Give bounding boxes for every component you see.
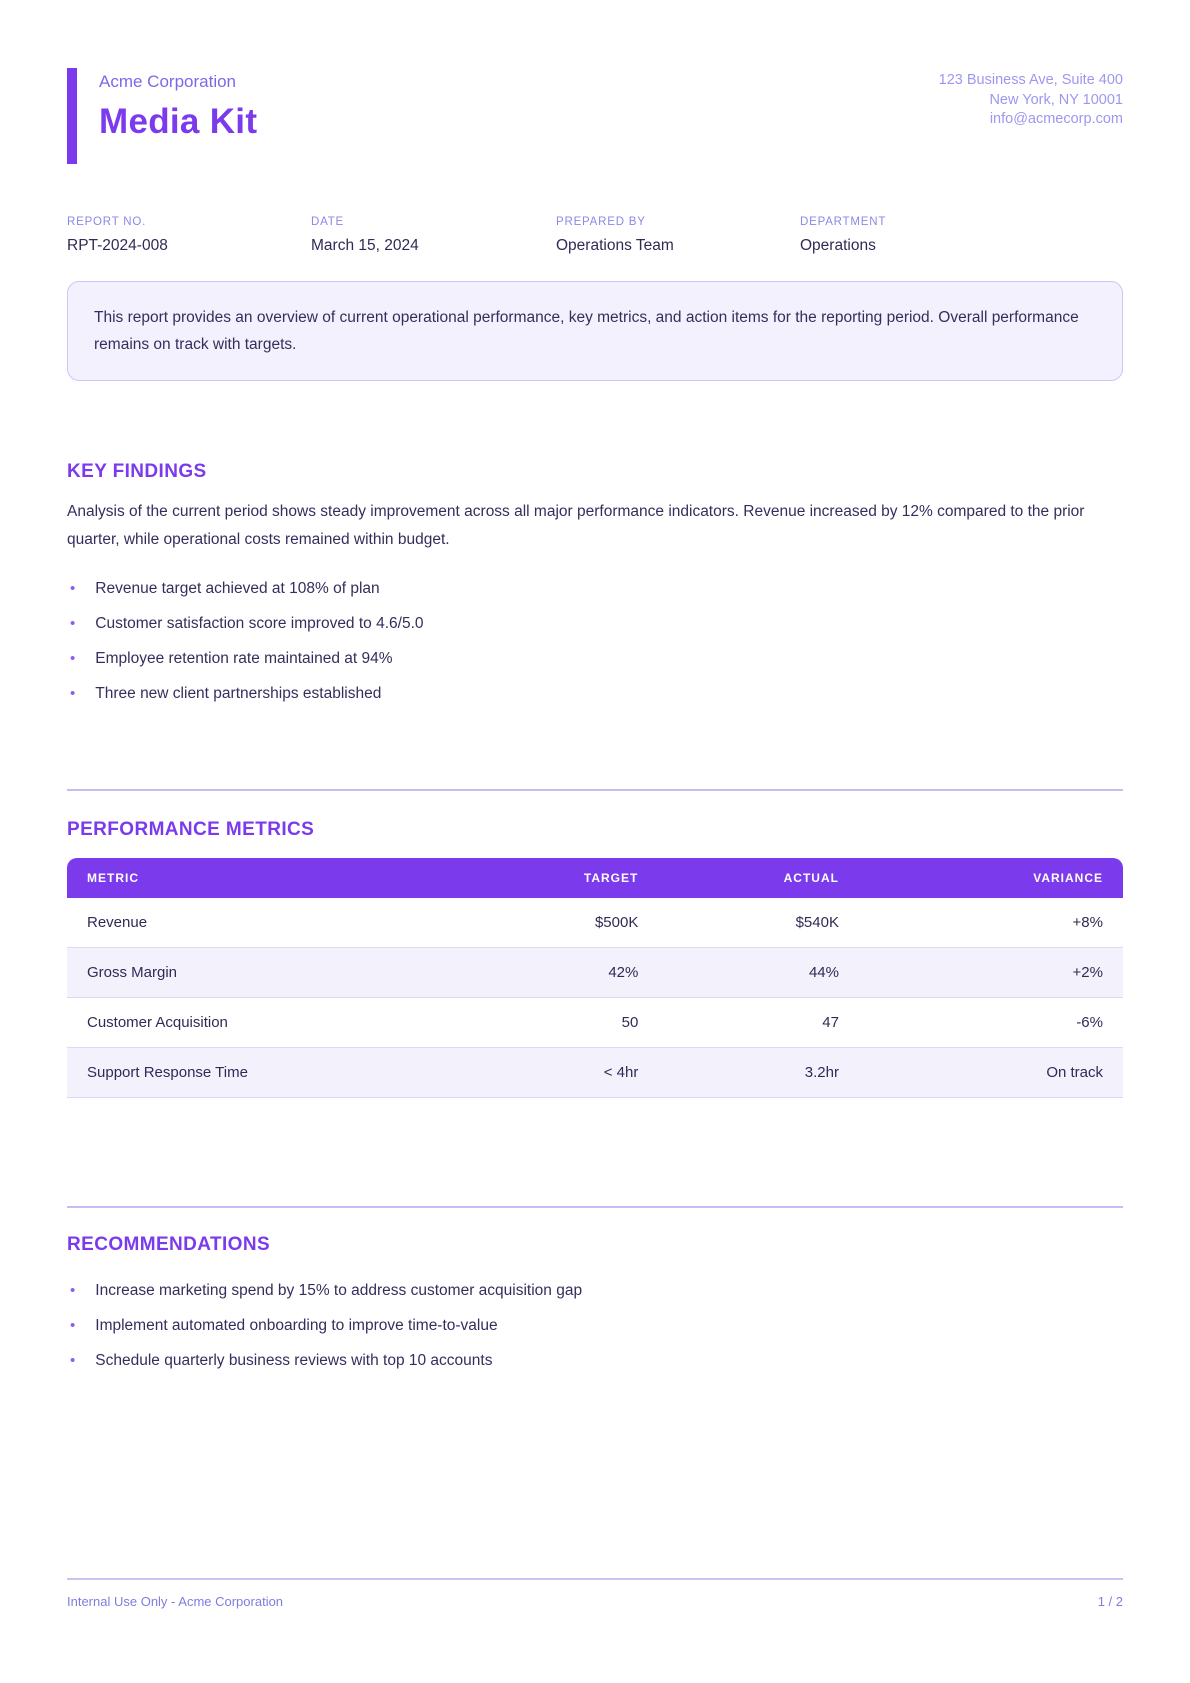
list-item	[67, 1350, 1123, 1372]
cell-variance: +2%	[859, 948, 1123, 998]
summary-callout: This report provides an overview of current operational performance, key metrics, and action items for the reporting period. Overall performance remains on track with targets.	[67, 281, 1123, 381]
cell-target: < 4hr	[468, 1048, 658, 1098]
meta-value: Operations	[800, 237, 876, 254]
page-title: Media Kit	[99, 102, 258, 141]
bullet-dot-icon: •	[70, 650, 76, 667]
report-meta-row	[67, 216, 1123, 255]
section-divider	[67, 1206, 1123, 1208]
key-findings-list	[67, 578, 1123, 705]
recommendations-list	[67, 1280, 1123, 1372]
list-item-text: Three new client partnerships established	[95, 685, 382, 702]
page-footer	[67, 1578, 1123, 1609]
brand-text	[99, 68, 257, 164]
cell-variance: On track	[859, 1048, 1123, 1098]
meta-value: Operations Team	[556, 237, 674, 254]
metrics-table	[67, 858, 1123, 1098]
section-divider	[67, 789, 1123, 791]
table-row	[67, 1048, 1123, 1098]
cell-actual: 3.2hr	[658, 1048, 859, 1098]
bullet-dot-icon: •	[70, 615, 76, 632]
bullet-dot-icon: •	[70, 685, 76, 702]
cell-actual: 47	[658, 998, 859, 1048]
meta-field-report-no	[67, 216, 311, 255]
bullet-dot-icon: •	[70, 1282, 76, 1299]
list-item-text: Implement automated onboarding to improve time-to-value	[95, 1317, 498, 1334]
table-header-row	[67, 858, 1123, 898]
report-header	[67, 68, 1123, 164]
cell-actual: 44%	[658, 948, 859, 998]
address-email: info@acmecorp.com	[989, 111, 1123, 128]
cell-target: 50	[468, 998, 658, 1048]
list-item-text: Revenue target achieved at 108% of plan	[95, 580, 380, 597]
list-item-text: Increase marketing spend by 15% to address customer acquisition gap	[95, 1282, 583, 1299]
cell-target: 42%	[468, 948, 658, 998]
list-item	[67, 1315, 1123, 1337]
table-row	[67, 948, 1123, 998]
cell-metric: Revenue	[67, 898, 468, 948]
metrics-table-body	[67, 898, 1123, 1098]
column-header-metric: METRIC	[67, 858, 468, 898]
footer-confidentiality: Internal Use Only - Acme Corporation	[67, 1594, 284, 1609]
cell-actual: $540K	[658, 898, 859, 948]
cell-variance: -6%	[859, 998, 1123, 1048]
meta-label: PREPARED BY	[556, 216, 646, 228]
table-row	[67, 898, 1123, 948]
section-heading-key-findings: KEY FINDINGS	[67, 461, 207, 482]
bullet-dot-icon: •	[70, 1352, 76, 1369]
key-findings-intro: Analysis of the current period shows steady improvement across all major performance indicators. Revenue increased by 12% compared to the prior quarter, while operational costs remained within budget.	[67, 503, 1085, 548]
list-item-text: Customer satisfaction score improved to 4.6/5.0	[95, 615, 424, 632]
column-header-actual: ACTUAL	[658, 858, 859, 898]
list-item	[67, 1280, 1123, 1302]
cell-variance: +8%	[859, 898, 1123, 948]
section-heading-recommendations: RECOMMENDATIONS	[67, 1234, 271, 1255]
meta-field-prepared-by	[556, 216, 800, 255]
cell-metric: Gross Margin	[67, 948, 468, 998]
metrics-table-header	[67, 858, 1123, 898]
list-item	[67, 648, 1123, 670]
column-header-variance: VARIANCE	[859, 858, 1123, 898]
section-heading-performance-metrics: PERFORMANCE METRICS	[67, 819, 315, 840]
list-item	[67, 578, 1123, 600]
meta-label: DATE	[311, 216, 345, 228]
table-row	[67, 998, 1123, 1048]
brand-block	[67, 68, 257, 164]
accent-bar	[67, 68, 77, 164]
bullet-dot-icon: •	[70, 1317, 76, 1334]
company-name: Acme Corporation	[99, 72, 237, 91]
address-line: 123 Business Ave, Suite 400	[938, 72, 1123, 88]
list-item	[67, 613, 1123, 635]
meta-value: March 15, 2024	[311, 237, 419, 254]
meta-label: REPORT NO.	[67, 216, 147, 228]
bullet-dot-icon: •	[70, 580, 76, 597]
cell-target: $500K	[468, 898, 658, 948]
list-item	[67, 683, 1123, 705]
meta-field-department	[800, 216, 1123, 255]
list-item-text: Employee retention rate maintained at 94%	[95, 650, 393, 667]
list-item-text: Schedule quarterly business reviews with top 10 accounts	[95, 1352, 493, 1369]
address-line: New York, NY 10001	[989, 91, 1123, 108]
meta-value: RPT-2024-008	[67, 237, 168, 254]
column-header-target: TARGET	[468, 858, 658, 898]
meta-label: DEPARTMENT	[800, 216, 887, 228]
cell-metric: Support Response Time	[67, 1048, 468, 1098]
page-number: 1 / 2	[1097, 1594, 1123, 1609]
cell-metric: Customer Acquisition	[67, 998, 468, 1048]
meta-field-date	[311, 216, 556, 255]
company-address	[939, 72, 1123, 131]
